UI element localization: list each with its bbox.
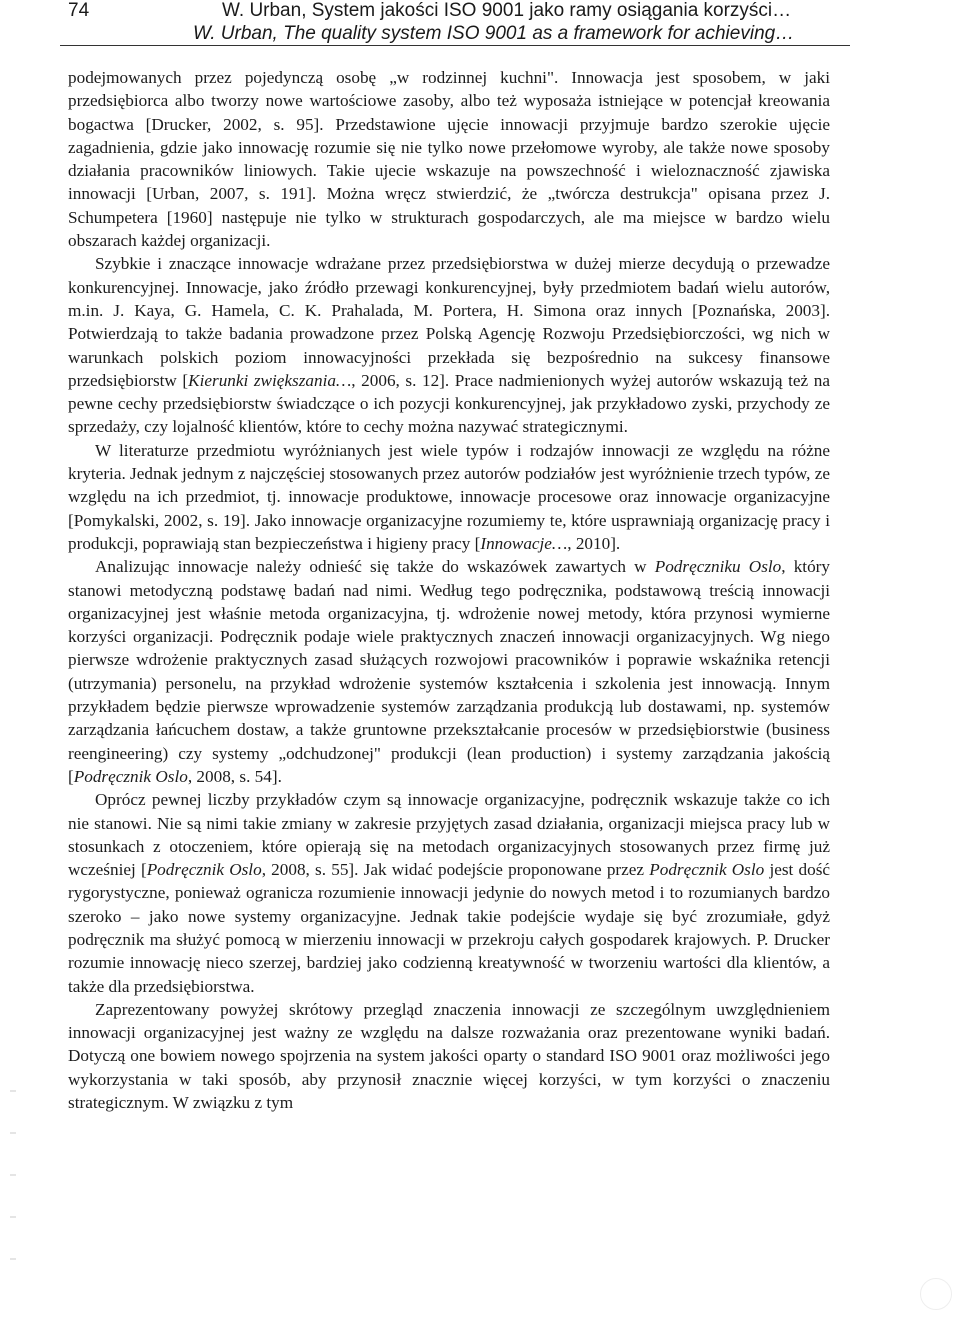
running-title-polish: W. Urban, System jakości ISO 9001 jako ramy osiągania korzyści… (222, 0, 792, 21)
text-segment: , który stanowi metodyczną podstawę badań nad nimi. Według tego podręcznika, podstawową treścią innowacji organizacyjnej jest właśnie metoda organizacyjna, tj. wdrożenie nowej metody, która przynosi wymierne korzyści organizacji. Podręcznik podaje wiele praktycznych znaczeń innowacji organizacyjnych. Wg niego pierwsze wdrożenie praktycznych zasad służących rozwojowi pracowników i poprawie wskaźnika retencji (utrzymania) personelu, na przykład wdrożenie systemów kształcenia i szkolenia jest innowacją. Innym przykładem będzie pierwsze wprowadzenie systemów zarządzania produkcją lub dostawami, np. systemów zarządzania łańcuchem dostaw, a także gruntowne przekształcanie procesów w przedsiębiorstwie (business reengineering) czy systemy „odchudzonej" produkcji (lean production) i systemy zarządzania jakością [ (68, 557, 830, 786)
text-segment: Szybkie i znaczące innowacje wdrażane przez przedsiębiorstwa w dużej mierze decydują o przewadze konkurencyjnej. Innowacje, jako źródło przewagi konkurencyjnej, były przedmiotem badań wielu autorów, m.in. J. Kaya, G. Hamela, C. K. Prahalada, M. Portera, H. Simona oraz innych [Poznańska, 2003]. Potwierdzają to także badania prowadzone przez Polską Agencję Rozwoju Przedsiębiorczości, wg nich w warunkach polskich poziom innowacyjności przekłada się bezpośrednio na sukcesy finansowe przedsiębiorstw [ (68, 254, 830, 390)
italic-citation: Kierunki zwiększania… (188, 370, 352, 390)
italic-citation: Podręcznik Oslo (146, 860, 262, 880)
paragraph (68, 252, 830, 438)
body-text (68, 66, 830, 1114)
paragraph (68, 788, 830, 998)
text-segment: Zaprezentowany powyżej skrótowy przegląd znaczenia innowacji ze szczególnym uwzględnieniem innowacji organizacyjnej jest ważny ze względu na dalsze rozważania oraz prezentowane wyniki badań. Dotyczą one bowiem nowego spojrzenia na system jakości oparty o standard ISO 9001 oraz możliwości jego wykorzystania w taki sposób, aby przynosił znacznie więcej korzyści, w tym korzyści o znaczeniu strategicznym. W związku z tym (68, 999, 830, 1113)
watermark-icon (920, 1278, 952, 1310)
text-segment: Analizując innowacje należy odnieść się także do wskazówek zawartych w (95, 557, 655, 577)
margin-marks (10, 1050, 16, 1270)
text-segment: , 2008, s. 54]. (187, 766, 282, 786)
italic-citation: Innowacje… (480, 533, 568, 553)
paragraph (68, 998, 830, 1114)
text-segment: Oprócz pewnej liczby przykładów czym są innowacje organizacyjne, podręcznik wskazuje także co ich nie stanowi. Nie są nimi takie zmiany w zakresie przyjętych zasad działania, organizacji miejsca pracy lub w stosunkach z otoczeniem, które opierają się na metodach organizacyjnych stosowanych przez firmę już wcześniej [ (68, 790, 830, 880)
paragraph (68, 439, 830, 555)
paragraph (68, 66, 830, 252)
italic-citation: Podręczniku Oslo (654, 557, 782, 577)
text-segment: , 2010]. (567, 533, 621, 553)
header-rule (60, 45, 850, 46)
italic-citation: Podręcznik Oslo (649, 860, 765, 880)
text-segment: , 2008, s. 55]. Jak widać podejście proponowane przez (261, 860, 650, 880)
text-segment: W literaturze przedmiotu wyróżnianych jest wiele typów i rodzajów innowacji ze względu na różne kryteria. Jednak jednym z najczęściej stosowanych przez autorów podziałów jest wyróżnienie trzech typów, ze względu na ich przedmiot, tj. innowacje produktowe, innowacje procesowe oraz innowacje organizacyjne [Pomykalski, 2002, s. 19]. Jako innowacje organizacyjne rozumiemy te, które usprawniają organizację pracy i produkcji, poprawiają stan bezpieczeństwa i higieny pracy [ (68, 440, 830, 553)
italic-citation: Podręcznik Oslo (73, 766, 188, 786)
text-segment: podejmowanych przez pojedynczą osobę „w rodzinnej kuchni". Innowacja jest sposobem, w jaki przedsiębiorca albo tworzy nowe wartościowe zasoby, albo też wyposaża istniejące w potencjał kreowania bogactwa [Drucker, 2002, s. 95]. Przedstawione ujęcie innowacji przyjmuje bardzo szerokie ujęcie zagadnienia, gdzie jako innowację rozumie się nie tylko nowe przełomowe wyroby, ale także nowe sposoby działania pracowników liniowych. Takie ujecie wskazuje na powszechność i wieloznaczność zjawiska innowacji [Urban, 2007, s. 191]. Można wręcz stwierdzić, że „twórcza destrukcja" opisana przez J. Schumpetera [1960] następuje nie tylko w strukturach gospodarczych, ale ma miejsce w bardzo wielu obszarach każdej organizacji. (68, 68, 830, 251)
page-number: 74 (68, 0, 90, 21)
page-header (0, 0, 960, 50)
text-segment: jest dość rygorystyczne, ponieważ ogranicza rozumienie innowacji jedynie do nowych metod i to rozumianych bardzo szeroko – jako nowe systemy organizacyjne. Jednak takie podejście wydaje się być zrozumiałe, gdyż podręcznik ma służyć pomocą w mierzeniu innowacji w przekroju całych gospodarek krajowych. P. Drucker rozumie innowację nieco szerzej, bardziej jako codzienną kreatywność w tworzeniu wartości dla klientów, a także dla przedsiębiorstwa. (68, 860, 831, 996)
paragraph (68, 555, 830, 788)
running-title-english: W. Urban, The quality system ISO 9001 as a framework for achieving… (193, 23, 795, 44)
text-segment: , 2006, s. 12]. Prace nadmienionych wyżej autorów wskazują też na pewne cechy przedsiębiorstw świadczące o ich pozycji konkurencyjnej, jak przykładowo zyski, przychody ze sprzedaży, czy lojalność klientów, które to cechy można nazywać strategicznymi. (68, 370, 830, 437)
